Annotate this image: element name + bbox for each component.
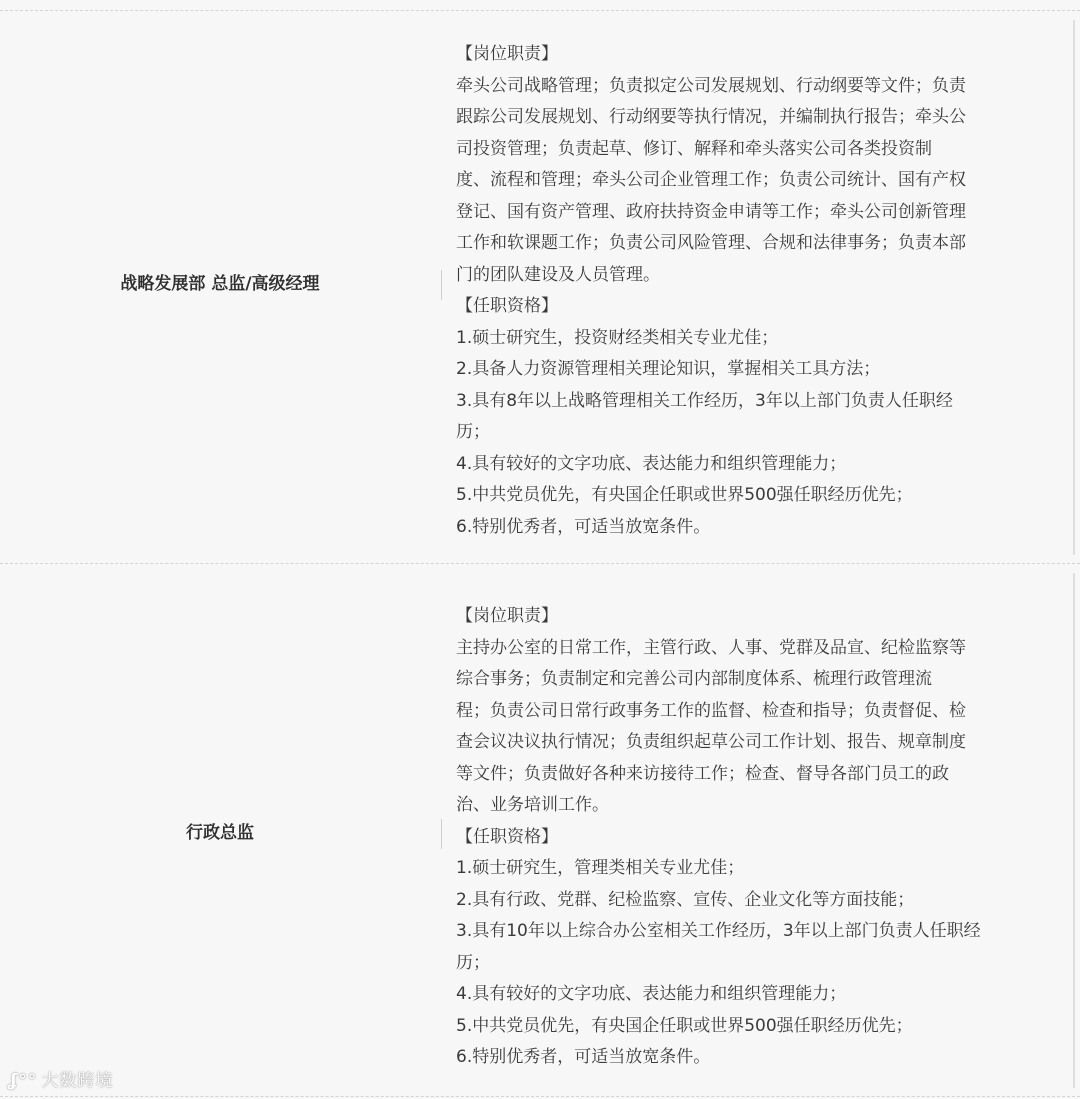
job-description — [456, 39, 1068, 543]
section-heading-duties: 【岗位职责】 — [456, 606, 558, 626]
qualification-line: 4.具有较好的文字功底、表达能力和组织管理能力； — [456, 453, 847, 474]
qualification-line: 历； — [456, 952, 490, 973]
duty-text-line: 度、流程和管理；牵头公司企业管理工作；负责公司统计、国有产权 — [456, 170, 966, 190]
qualification-line: 2.具有行政、党群、纪检监察、宣传、企业文化等方面技能； — [456, 889, 915, 910]
duty-text-line: 等文件；负责做好各种来访接待工作；检查、督导各部门员工的政 — [456, 763, 949, 784]
duty-text-line: 登记、国有资产管理、政府扶持资金申请等工作；牵头公司创新管理 — [456, 201, 966, 222]
row-divider-bottom — [0, 1096, 1080, 1097]
duty-text-line: 综合事务；负责制定和完善公司内部制度体系、梳理行政管理流 — [456, 669, 932, 689]
section-heading-qualifications: 【任职资格】 — [456, 826, 558, 847]
watermark — [8, 1066, 113, 1091]
qualification-line: 1.硕士研究生，管理类相关专业尤佳； — [456, 858, 745, 878]
job-row-admin — [0, 563, 1080, 1099]
duty-text-line: 查会议决议执行情况；负责组织起草公司工作计划、报告、规章制度 — [456, 732, 966, 752]
duty-text-line: 治、业务培训工作。 — [456, 795, 609, 815]
right-border — [1073, 20, 1075, 555]
job-title: 战略发展部 总监/高级经理 — [120, 274, 320, 294]
watermark-text: 大数跨境 — [41, 1071, 114, 1091]
qualification-line: 3.具有10年以上综合办公室相关工作经历，3年以上部门负责人任职经 — [456, 921, 981, 941]
qualification-line: 历； — [456, 422, 490, 442]
duty-text-line: 门的团队建设及人员管理。 — [456, 264, 660, 285]
section-heading-qualifications: 【任职资格】 — [456, 296, 558, 316]
duty-text-line: 司投资管理；负责起草、修订、解释和牵头落实公司各类投资制 — [456, 138, 932, 159]
duty-text-line: 主持办公室的日常工作，主管行政、人事、党群及品宣、纪检监察等 — [456, 637, 966, 658]
duty-text-line: 程；负责公司日常行政事务工作的监督、检查和指导；负责督促、检 — [456, 700, 966, 721]
qualification-line: 6.特别优秀者，可适当放宽条件。 — [456, 516, 711, 537]
qualification-line: 4.具有较好的文字功底、表达能力和组织管理能力； — [456, 984, 847, 1004]
qualification-line: 5.中共党员优先，有央国企任职或世界500强任职经历优先； — [456, 485, 913, 505]
right-border — [1073, 573, 1075, 1088]
qualification-line: 6.特别优秀者，可适当放宽条件。 — [456, 1047, 711, 1067]
qualification-line: 5.中共党员优先，有央国企任职或世界500强任职经历优先； — [456, 1015, 913, 1036]
qualification-line: 2.具备人力资源管理相关理论知识，掌握相关工具方法； — [456, 359, 881, 379]
qualification-line: 1.硕士研究生，投资财经类相关专业尤佳； — [456, 327, 779, 348]
job-description — [456, 601, 1068, 1074]
column-divider — [441, 819, 442, 849]
section-heading-duties: 【岗位职责】 — [456, 44, 558, 64]
watermark-logo-icon: ʆ°° — [8, 1071, 38, 1091]
duty-text-line: 工作和软课题工作；负责公司风险管理、合规和法律事务；负责本部 — [456, 233, 966, 253]
column-divider — [441, 270, 442, 300]
duty-text-line: 牵头公司战略管理；负责拟定公司发展规划、行动纲要等文件；负责 — [456, 75, 966, 96]
duty-text-line: 跟踪公司发展规划、行动纲要等执行情况，并编制执行报告；牵头公 — [456, 107, 966, 127]
qualification-line: 3.具有8年以上战略管理相关工作经历，3年以上部门负责人任职经 — [456, 390, 953, 411]
job-title: 行政总监 — [186, 823, 254, 843]
